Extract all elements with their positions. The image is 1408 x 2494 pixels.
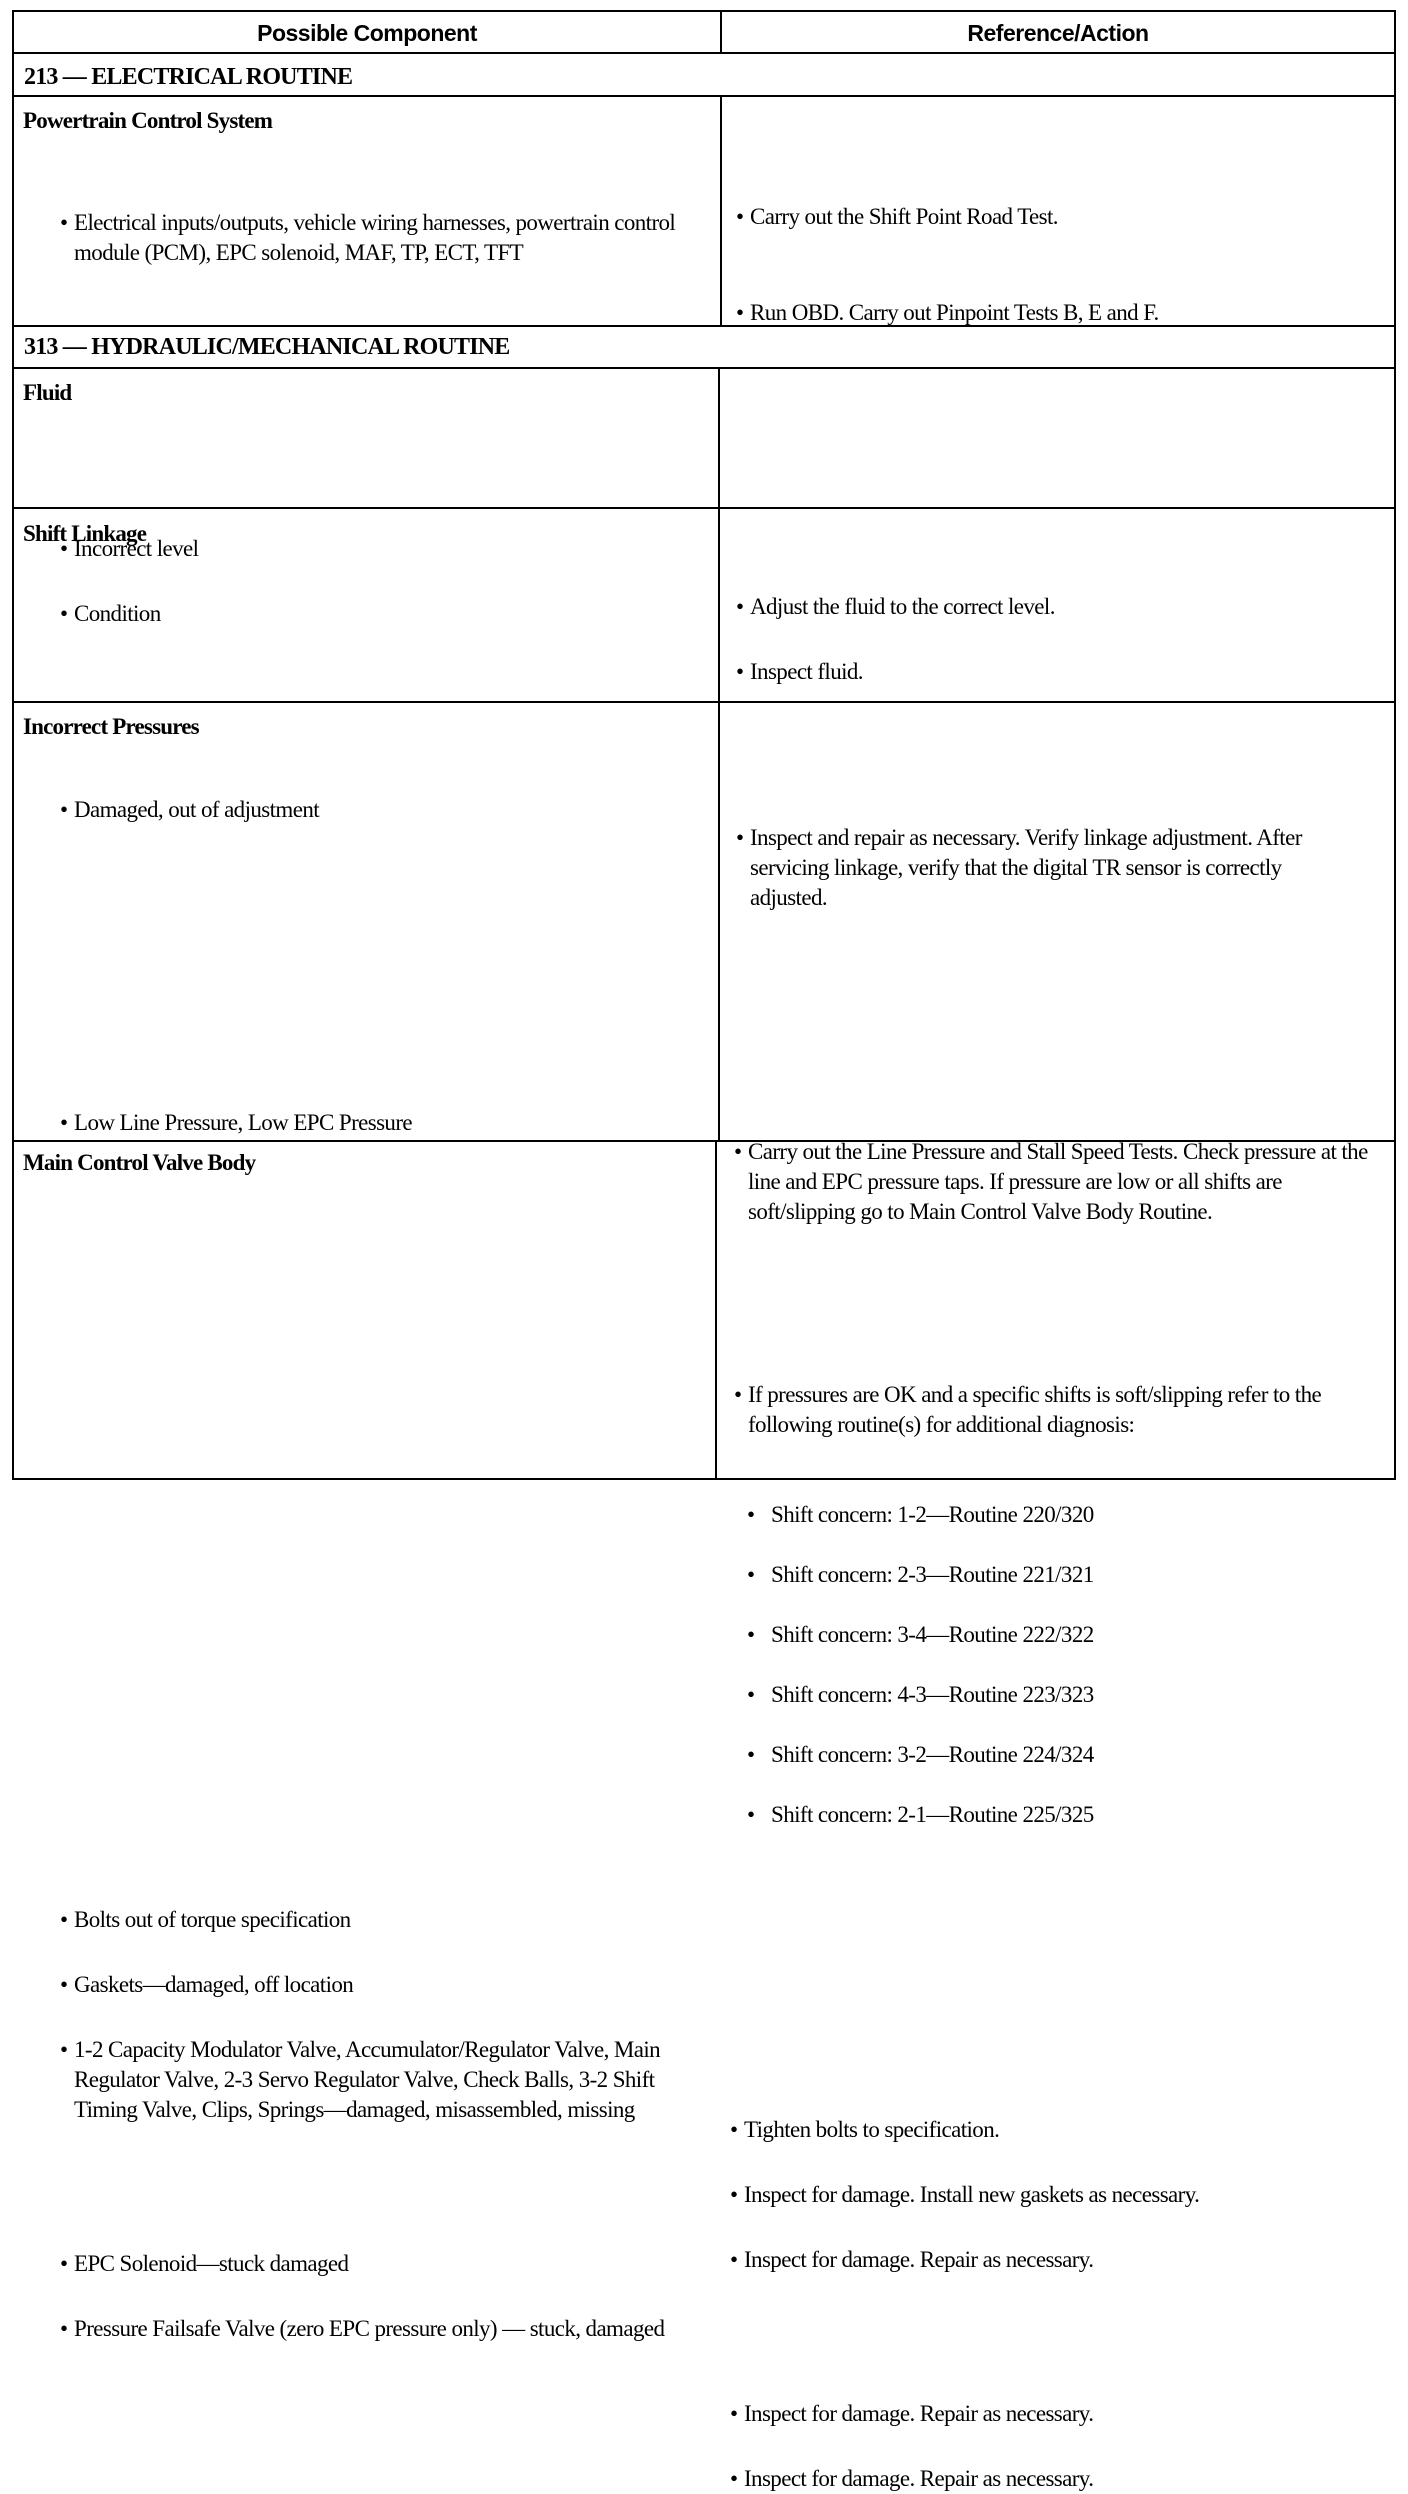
action-item: • Run OBD. Carry out Pinpoint Tests B, E and F.: [736, 298, 1390, 328]
diagnosis-table: [12, 10, 1396, 2491]
row-divider: [14, 507, 1394, 509]
column-divider: [720, 96, 722, 326]
action-item: • Inspect for damage. Repair as necessary.: [730, 2399, 1394, 2429]
sub-action-item: • Shift concern: 3-2—Routine 224/324: [747, 1740, 1391, 1770]
diagnosis-table-page: [12, 10, 1394, 2491]
sub-action-item: • Shift concern: 2-1—Routine 225/325: [747, 1800, 1391, 1830]
section-title-hydraulic-mechanical-routine: 313 — HYDRAULIC/MECHANICAL ROUTINE: [24, 334, 510, 360]
group-heading-powertrain-control-system: Powertrain Control System: [23, 108, 273, 133]
action-item: • Adjust the fluid to the correct level.: [736, 592, 1390, 622]
action-item: • Inspect fluid.: [736, 657, 1390, 687]
component-item: • Pressure Failsafe Valve (zero EPC pressure only) — stuck, damaged: [60, 2314, 684, 2344]
action-item: • Inspect and repair as necessary. Verify linkage adjustment. After servicing linkage, verify that the digital TR sensor is correctly adjusted.: [736, 823, 1336, 913]
action-item: • Inspect for damage. Repair as necessary.: [730, 2245, 1394, 2275]
sub-action-item: • Shift concern: 1-2—Routine 220/320: [747, 1500, 1391, 1530]
group-heading-incorrect-pressures: Incorrect Pressures: [23, 714, 199, 739]
column-divider: [718, 368, 720, 1141]
action-item: • Carry out the Line Pressure and Stall Speed Tests. Check pressure at the line and EPC pressure taps. If pressure are low or all shifts are soft/slipping go to Main Control Valve Body Routine.: [734, 1137, 1394, 1227]
component-item: • Damaged, out of adjustment: [60, 795, 714, 825]
component-item: • Gaskets—damaged, off location: [60, 1970, 714, 2000]
header-possible-component: Possible Component: [257, 19, 477, 46]
sub-action-item: • Shift concern: 3-4—Routine 222/322: [747, 1620, 1391, 1650]
sub-action-item: • Shift concern: 2-3—Routine 221/321: [747, 1560, 1391, 1590]
group-heading-main-control-valve-body: Main Control Valve Body: [23, 1150, 256, 1175]
row-divider: [14, 367, 1394, 369]
component-item: • Condition: [60, 599, 714, 629]
component-item: • Bolts out of torque specification: [60, 1905, 714, 1935]
action-item: • Tighten bolts to specification.: [730, 2115, 1394, 2145]
sub-action-item: • Shift concern: 4-3—Routine 223/323: [747, 1680, 1391, 1710]
component-item: • Electrical inputs/outputs, vehicle wiring harnesses, powertrain control module (PCM), EPC solenoid, MAF, TP, ECT, TFT: [60, 208, 714, 268]
action-item: • Carry out the Shift Point Road Test.: [736, 202, 1390, 232]
component-item: • Low Line Pressure, Low EPC Pressure: [60, 1108, 714, 1138]
component-item: • EPC Solenoid—stuck damaged: [60, 2249, 714, 2279]
header-reference-action: Reference/Action: [967, 19, 1149, 46]
component-item: • 1-2 Capacity Modulator Valve, Accumulator/Regulator Valve, Main Regulator Valve, 2-3 Servo Regulator Valve, Check Balls, 3-2 Shift Timing Valve, Clips, Springs—damaged, misassembled, missing: [60, 2035, 714, 2125]
group-heading-shift-linkage: Shift Linkage: [23, 521, 147, 546]
row-divider: [14, 701, 1394, 703]
column-divider: [715, 1141, 717, 1478]
action-item: • Inspect for damage. Repair as necessary.: [730, 2464, 1394, 2494]
action-item: • Inspect for damage. Install new gaskets as necessary.: [730, 2180, 1394, 2210]
group-heading-fluid: Fluid: [23, 380, 72, 405]
row-divider: [14, 95, 1394, 97]
section-title-electrical-routine: 213 — ELECTRICAL ROUTINE: [24, 64, 353, 90]
action-item: • If pressures are OK and a specific shifts is soft/slipping refer to the following routine(s) for additional diagnosis:: [734, 1380, 1394, 1440]
component-item: • Incorrect level: [60, 534, 714, 564]
